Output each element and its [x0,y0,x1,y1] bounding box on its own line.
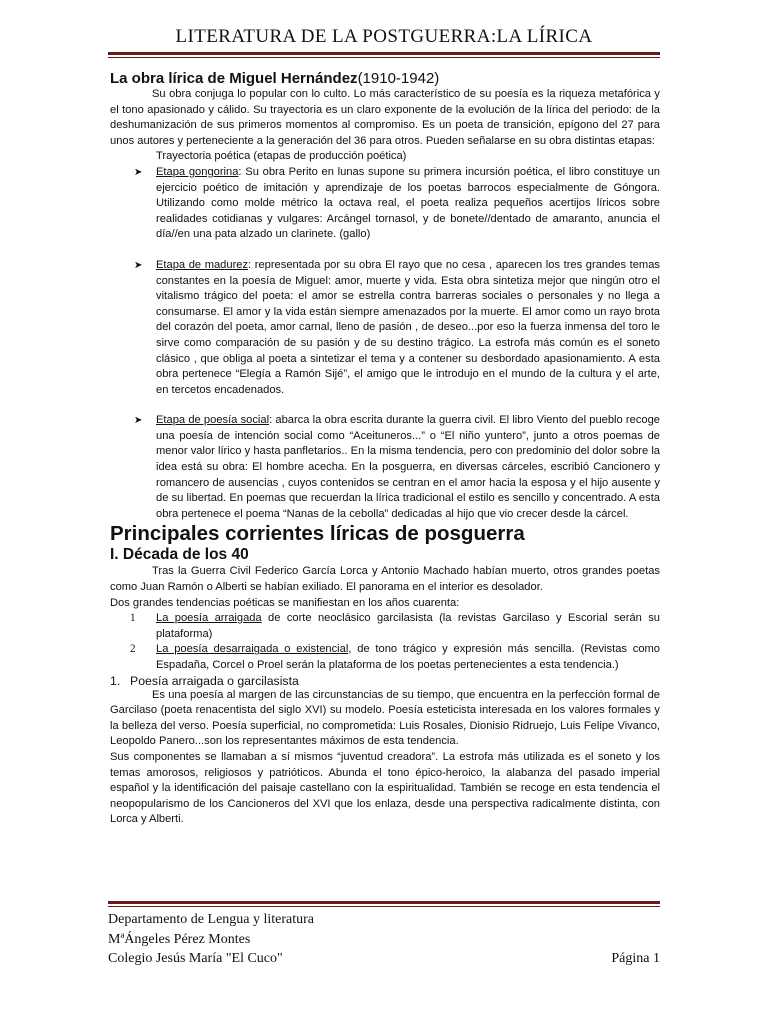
stage-poesia-social [110,413,660,522]
stage-madurez [110,258,660,398]
trajectory-line: Trayectoria poética (etapas de producción poética) [156,150,407,163]
decade-intro: Tras la Guerra Civil Federico García Lorca y Antonio Machado habían muerto, otros grandes poetas como Juan Ramón o Alberti se habían exiliado. El panorama en el interior es desolador. [110,565,660,594]
arrow-bullet-icon: ➤ [134,415,143,427]
footer-author: MªÁngeles Pérez Montes [108,931,251,947]
footer-department: Departamento de Lengua y literatura [108,912,315,927]
page-footer [108,910,660,969]
stage-text: : Su obra Perito en lunas supone su primera incursión poética, el libro constituye un ejercicio poético de imitación y aprendizaje de los poetas barrocos especialmente de Góngora. Utilizando como molde métrico la octava real, el poeta realiza pequeños acertijos líricos sobre realidades cotidianas y vulgares: Arcángel tornasol, y de bonete//dentado de amaranto, anuncia el día//en una pata alzado un clarinete. (gallo) [156,165,660,241]
stage-label: Etapa gongorina [156,165,239,178]
subsection-paragraph-2: Sus componentes se llamaban a sí mismos “juventud creadora”. La estrofa más utilizada es el soneto y los temas amorosos, religiosos y patrióticos. Abunda el tono épico-heroico, la alabanza del pasado imperial español y la identificación del paisaje castellano con la espiritualidad. También se recoge en esta tendencia el neopopularismo de los Cancioneros del XVI que los enlaza, desde una perspectiva radicalmente distinta, con Lorca y Alberti. [110,750,660,826]
tendency-text: , de tono trágico y expresión más sencilla. (Revistas como Espadaña, Corcel o Proel serán la plataforma de los poetas pertenecientes a esta tendencia.) [156,643,661,671]
subsection-number: 1. [110,673,121,688]
stage-gongorina [110,165,660,243]
list-number: 1 [130,612,136,625]
subsection-title [110,674,660,688]
tendency-item [110,611,660,642]
tendency-label: La poesía desarraigada o existencial [156,643,349,656]
tendency-item [110,642,660,673]
arrow-bullet-icon: ➤ [134,166,143,178]
tendencies-intro: Dos grandes tendencias poéticas se manifiestan en los años cuarenta: [110,596,460,609]
header-rule [108,52,660,58]
decade-title: I. Década de los 40 [110,546,249,564]
footer-rule [108,901,660,907]
tendency-label: La poesía arraigada [156,612,262,625]
page-number: Página 1 [611,951,660,966]
arrow-bullet-icon: ➤ [134,259,143,271]
subsection-paragraph-1: Es una poesía al margen de las circunstancias de su tiempo, que encuentra en la perfección formal de Garcilaso (poeta renacentista del siglo XVI) su modelo. Poesía esteticista interesada en los valores formales y la belleza del verso. Poesía superficial, no comprometida: Luis Rosales, Dionisio Ridruejo, Luis Felipe Vivanco, Leopoldo Panero...son los representantes máximos de esta tendencia. [110,688,660,748]
tendency-text: de corte neoclásico garcilasista (la revistas Garcilaso y Escorial serán su plataforma) [156,612,660,640]
section-title-corrientes: Principales corrientes líricas de posguerra [110,522,525,546]
intro-paragraph: Su obra conjuga lo popular con lo culto. Lo más característico de su poesía es la riqueza metafórica y el tono apasionado y cálido. Su trayectoria es un claro exponente de la evolución de la lírica del periodo: de la deshumanización de sus primeros momentos al compromiso. Es un poeta de transición, epígono del 27 para unos autores y perteneciente a la generación del 36 para otros. Pueden señalarse en su obra distintas etapas: [110,88,660,147]
stage-text: : representada por su obra El rayo que no cesa , aparecen los tres grandes temas constantes en la poesía de Miguel: amor, muerte y vida. Esta obra sintetiza mejor que ningún otro el vitalismo trágico del poeta: el amor se estrella contra barreras sociales o personales y no llega a consumarse. El amor y la vida están siempre amenazados por la muerte. El amor como un rayo brota del corazón del poeta, amor carnal, lleno de pasión , de deseo...por eso la fuerza inmensa del toro le sirve como comparación de su pasión y de su destino trágico. La estrofa más común es el soneto clásico , que obliga al poeta a sintetizar el tema y a contener su desbordado apasionamiento. A esta obra pertenece “Elegía a Ramón Sijé”, el amigo que le introdujo en el mundo de la cultura y el arte, en tercetos encadenados. [156,258,660,396]
footer-school-row [108,949,660,969]
stage-label: Etapa de poesía social [156,414,270,427]
subsection-title-text: Poesía arraigada o garcilasista [130,673,299,688]
footer-school: Colegio Jesús María "El Cuco" [108,951,283,966]
stage-text: : abarca la obra escrita durante la guerra civil. El libro Viento del pueblo recoge una poesía de intención social como “Aceituneros...” o “El niño yuntero”, junto a otros poemas de menor valor lírico y hasta panfletarios.. En la misma tendencia, pero con predominio del dolor sobre la idea está su obra: El hombre acecha. En la posguerra, en diversas cárceles, escribió Cancionero y romancero de ausencias , cuyos contenidos se centran en el amor hacia la esposa y el hijo ausente y de su libertad. En poemas que recuerdan la lírica tradicional el estilo es sencillo y concentrado. A esta obra pertenece el poema “Nanas de la cebolla” dedicadas al hijo que vio crecer desde la cárcel. [156,414,660,520]
stage-label: Etapa de madurez [156,258,249,271]
list-number: 2 [130,643,136,656]
page-header-title: LITERATURA DE LA POSTGUERRA:LA LÍRICA [175,26,593,47]
section-title-hernandez: La obra lírica de Miguel Hernández(1910-1942) [110,70,440,87]
main-content [110,70,660,828]
